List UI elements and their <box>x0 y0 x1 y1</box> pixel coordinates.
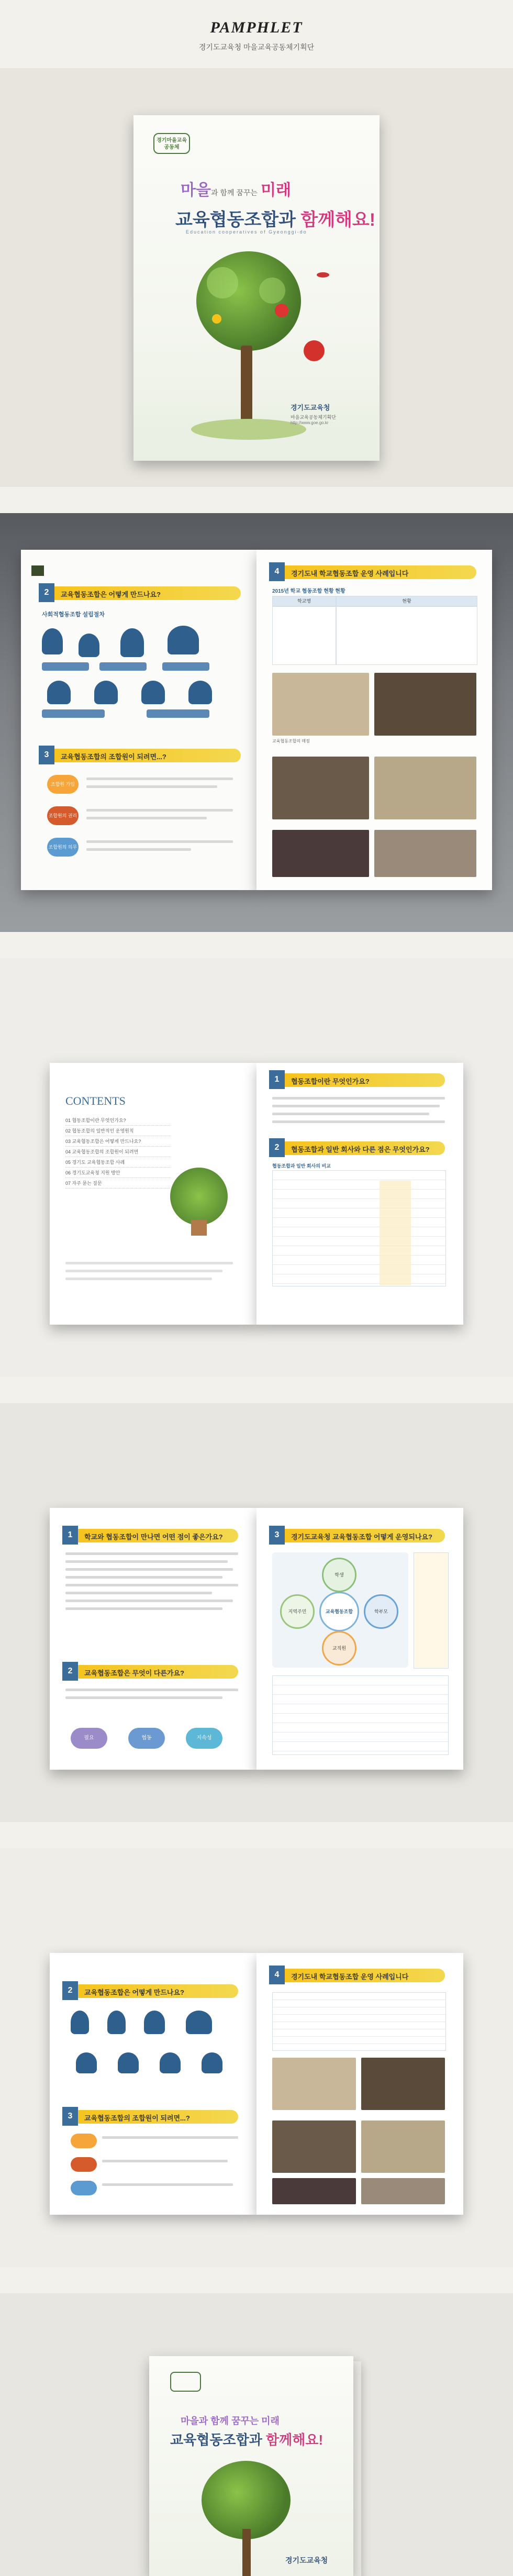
publisher-url: http://www.goe.go.kr <box>291 420 329 425</box>
contents-list <box>65 1115 170 1189</box>
pamphlet-header <box>0 0 513 68</box>
diagram-node: 학부모 <box>364 1594 398 1629</box>
headline-part2: 과 함께 꿈꾸는 <box>210 188 258 197</box>
bottom-table <box>272 1675 449 1755</box>
photo <box>272 2058 356 2110</box>
right-section-title: 경기도내 학교협동조합 운영 사례입니다 <box>291 1973 409 1981</box>
photo <box>272 673 369 736</box>
photo <box>374 757 476 819</box>
contents-item: 04 교육협동조합의 조합원이 되려면 <box>65 1147 170 1157</box>
contents-item: 03 교육협동조합은 어떻게 만드나요? <box>65 1136 170 1147</box>
back-publisher: 경기도교육청 <box>285 2556 328 2564</box>
section2-title: 교육협동조합은 어떻게 만드나요? <box>84 1989 184 1996</box>
section1-bar: 1 학교와 협동조합이 만나면 어떤 점이 좋은가요? <box>65 1529 238 1542</box>
right-section-bar: 4 경기도내 학교협동조합 운영 사례입니다 <box>272 565 476 579</box>
people-figure <box>144 2011 165 2034</box>
plant-illustration <box>170 1168 228 1225</box>
people-figure <box>160 2052 181 2073</box>
spread1-right-page <box>256 550 492 890</box>
people-figure <box>47 681 71 704</box>
section2-bar: 2 교육협동조합은 무엇이 다른가요? <box>65 1665 238 1679</box>
back-main-title: 교육협동조합과 함께해요! <box>170 2432 324 2448</box>
section1-title: 학교와 협동조합이 만나면 어떤 점이 좋은가요? <box>84 1533 223 1541</box>
photo <box>272 757 369 819</box>
section2-title: 협동조합과 일반 회사와 다른 점은 무엇인가요? <box>291 1146 430 1153</box>
contents-item: 01 협동조합이란 무엇인가요? <box>65 1115 170 1126</box>
people-figure <box>107 2011 126 2034</box>
side-label: 조합원의 의무 <box>47 838 79 857</box>
spread2-right-page <box>256 1063 463 1325</box>
table-title: 협동조합과 일반 회사의 비교 <box>272 1163 331 1169</box>
section1-bar: 1 협동조합이란 무엇인가요? <box>272 1073 445 1087</box>
spread3-panel <box>0 1403 513 1822</box>
photo <box>361 2058 445 2110</box>
compare-table <box>272 1170 446 1286</box>
headline-part1: 마을 <box>181 182 211 199</box>
spread2-panel <box>0 958 513 1377</box>
tree-illustration <box>191 251 306 440</box>
people-figure <box>42 628 63 654</box>
english-title: Education cooperatives of Gyeonggi-do <box>186 229 307 235</box>
flow-circle: 협동 <box>128 1728 165 1749</box>
photo <box>272 2178 356 2204</box>
section3-bar: 3 교육협동조합의 조합원이 되려면...? <box>42 749 241 762</box>
contents-item: 06 경기도교육청 지원 방안 <box>65 1168 170 1178</box>
section3-title: 교육협동조합의 조합원이 되려면...? <box>61 753 166 761</box>
side-label <box>71 2181 97 2195</box>
back-tree-trunk <box>242 2529 251 2576</box>
photo <box>374 830 476 877</box>
cover-publisher <box>291 402 369 425</box>
photo <box>361 2120 445 2173</box>
cover-logo-text: 경기마을교육공동체 <box>157 138 187 150</box>
header-title: PAMPHLET <box>210 19 303 36</box>
publisher-sub: 마을교육공동체기획단 <box>291 415 336 420</box>
table-highlight <box>380 1181 411 1285</box>
section2-bar: 2 협동조합과 일반 회사와 다른 점은 무엇인가요? <box>272 1141 445 1155</box>
header-subtitle: 경기도교육청 마을교육공동체기획단 <box>198 43 315 51</box>
people-figure <box>202 2052 222 2073</box>
side-label <box>71 2134 97 2148</box>
subheading: 사회적협동조합 설립절차 <box>42 612 105 618</box>
step-box <box>42 709 105 718</box>
contents-title: CONTENTS <box>65 1094 126 1107</box>
photo <box>272 830 369 877</box>
cover-logo <box>153 133 190 154</box>
red-flower <box>304 340 325 361</box>
section2-title: 교육협동조합은 무엇이 다른가요? <box>84 1669 184 1677</box>
spread1-left-page <box>21 550 256 890</box>
cover-headline <box>181 177 291 200</box>
diagram-node: 지역주민 <box>280 1594 315 1629</box>
back-logo <box>170 2372 201 2392</box>
plant-pot <box>191 1220 207 1236</box>
section3-title: 교육협동조합의 조합원이 되려면...? <box>84 2114 190 2122</box>
back-cover-panel <box>0 2293 513 2576</box>
spread4-panel <box>0 1848 513 2267</box>
back-headline: 마을과 함께 꿈꾸는 미래 <box>181 2416 280 2426</box>
people-figure <box>76 2052 97 2073</box>
section2-bar: 2 교육협동조합은 어떻게 만드나요? <box>65 1984 238 1998</box>
right-section-title: 경기도교육청 교육협동조합 어떻게 운영되나요? <box>291 1533 432 1541</box>
publisher: 경기도교육청 <box>291 404 330 412</box>
main-title: 교육협동조합과 <box>175 210 296 230</box>
people-figure <box>186 2011 212 2034</box>
step-box <box>42 662 89 671</box>
photo-caption: 교육협동조합의 매점 <box>272 739 310 743</box>
contents-item: 07 자주 묻는 질문 <box>65 1178 170 1189</box>
spread3-left-page <box>50 1508 256 1770</box>
section1-title: 협동조합이란 무엇인가요? <box>291 1078 370 1085</box>
headline-part3: 미래 <box>261 182 291 199</box>
spread3-right-page <box>256 1508 463 1770</box>
table-header: 현황 <box>336 596 477 606</box>
step-box <box>147 709 209 718</box>
table-title: 2015년 학교 협동조합 현황 현황 <box>272 589 345 594</box>
spread4-right-page <box>256 1953 463 2215</box>
people-figure <box>188 681 212 704</box>
right-section-bar: 3 경기도교육청 교육협동조합 어떻게 운영되나요? <box>272 1529 445 1542</box>
people-figure <box>120 628 144 657</box>
right-section-title: 경기도내 학교협동조합 운영 사례입니다 <box>291 570 409 578</box>
table-header: 학교명 <box>272 596 336 606</box>
diagram-node: 교직원 <box>322 1631 356 1665</box>
side-label <box>71 2157 97 2172</box>
spread2-left-page <box>50 1063 256 1325</box>
side-label: 조합원 가입 <box>47 775 79 794</box>
section3-bar: 3 교육협동조합의 조합원이 되려면...? <box>65 2110 238 2124</box>
main-title-accent: 함께해요! <box>300 210 376 230</box>
people-figure <box>71 2011 89 2034</box>
diagram-center: 교육협동조합 <box>319 1592 359 1631</box>
cover-main-title <box>175 205 375 231</box>
spread1-panel <box>0 513 513 932</box>
flow-circle: 필요 <box>71 1728 107 1749</box>
bird-icon <box>317 272 329 277</box>
topic-tag <box>31 565 44 576</box>
photo <box>361 2178 445 2204</box>
step-box <box>162 662 209 671</box>
cover-panel <box>0 68 513 487</box>
table <box>272 1992 446 2051</box>
photo <box>272 2120 356 2173</box>
table-body <box>336 606 477 665</box>
people-figure <box>79 634 99 657</box>
right-section-bar: 4 경기도내 학교협동조합 운영 사례입니다 <box>272 1969 445 1982</box>
section2-bar: 2 교육협동조합은 어떻게 만드나요? <box>42 586 241 600</box>
people-figure <box>141 681 165 704</box>
table-body <box>272 606 336 665</box>
people-figure <box>94 681 118 704</box>
side-table <box>414 1552 449 1669</box>
spread4-left-page <box>50 1953 256 2215</box>
cover-page <box>133 115 380 461</box>
contents-item: 02 협동조합의 일반적인 운영원칙 <box>65 1126 170 1136</box>
back-tree <box>202 2461 291 2539</box>
section2-title: 교육협동조합은 어떻게 만드나요? <box>61 591 161 598</box>
contents-item: 05 경기도 교육협동조합 사례 <box>65 1157 170 1168</box>
side-label: 조합원의 권리 <box>47 806 79 825</box>
photo <box>374 673 476 736</box>
people-figure <box>168 626 199 654</box>
people-figure <box>118 2052 139 2073</box>
flow-circle: 지속성 <box>186 1728 222 1749</box>
step-box <box>99 662 147 671</box>
back-cover-page <box>149 2356 353 2576</box>
diagram-node: 학생 <box>322 1558 356 1592</box>
